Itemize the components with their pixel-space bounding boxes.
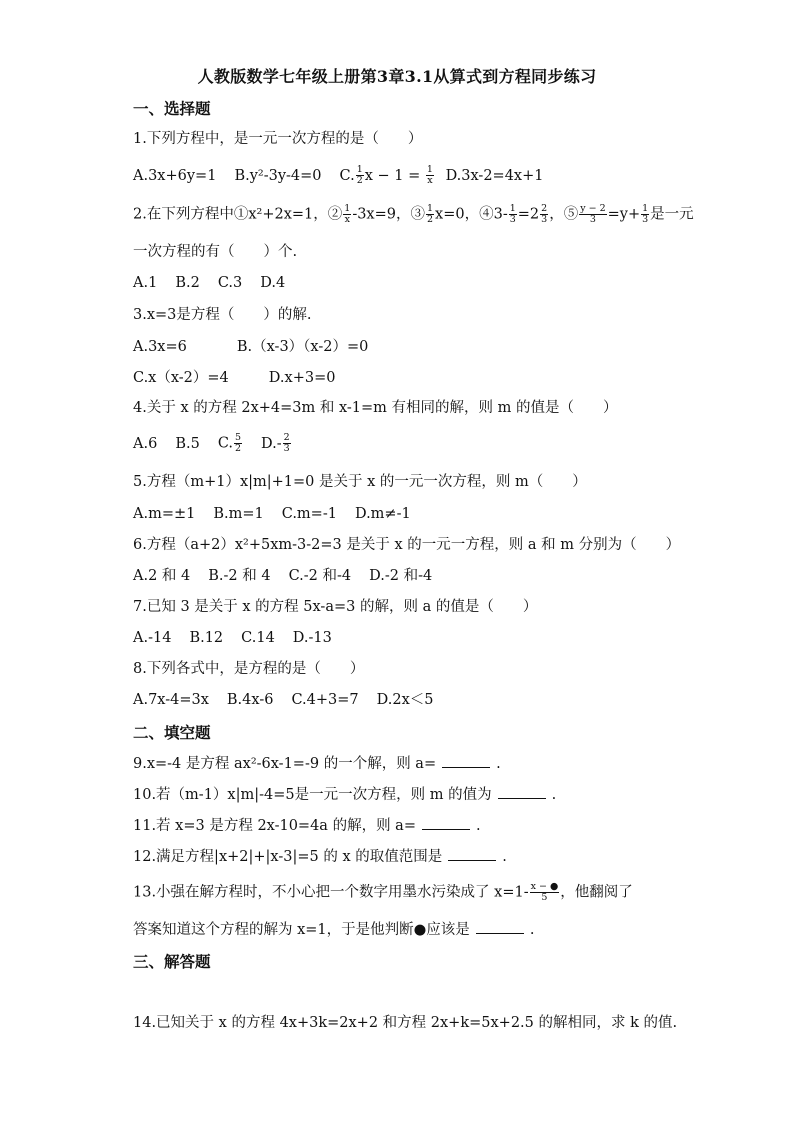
answer-blank [476,919,524,934]
q7-option-c: C.14 [241,630,275,646]
q8-option-b: B.4x-6 [226,692,274,708]
q2-option-a: A.1 [133,275,158,291]
question-2-line-1: 2.在下列方程中①x²+2x=1，② $\frac{1}{x}$ -3x=9，③ $\frac{1}{2}$ x=0，④3- $\frac{1}{3}$ =2 $\frac{2}{3}$ ，⑤ $\frac{y - 2}{3}$ =y+ $\frac{1}{3}$ 是一元 [133,203,694,225]
q8-option-c: C.4+3=7 [291,692,359,708]
answer-blank [448,846,496,861]
question-1-options [133,165,543,186]
q4-option-a: A.6 [133,435,158,452]
q6-option-a: A.2 和 4 [133,568,191,584]
q5-option-a: A.m=±1 [133,506,196,522]
q2-option-c: C.3 [217,275,243,291]
q6-option-b: B.-2 和 4 [208,568,271,584]
q7-option-d: D.-13 [292,630,332,646]
q1-option-b: B.y²-3y-4=0 [234,167,322,184]
q5-option-d: D.m≠-1 [354,506,411,522]
q8-option-d: D.2x＜5 [376,692,434,708]
q8-option-a: A.7x-4=3x [133,692,209,708]
question-5: 5.方程（m+1）x|m|+1=0 是关于 x 的一元一次方程，则 m（ ） [133,474,587,490]
question-6-options [133,566,450,586]
question-14: 14.已知关于 x 的方程 4x+3k=2x+2 和方程 2x+k=5x+2.5 的解相同，求 k 的值. [133,1015,678,1031]
q2-option-b: B.2 [175,275,200,291]
q6-option-c: C.-2 和-4 [288,568,352,584]
section-heading-solve: 三、解答题 [133,952,211,971]
question-3-options-cd [133,368,335,388]
question-8: 8.下列各式中，是方程的是（ ） [133,661,365,677]
q4-option-b: B.5 [175,435,200,452]
q1-option-d: D.3x-2=4x+1 [445,167,544,184]
q5-option-b: B.m=1 [213,506,264,522]
q1-option-c: C. $\frac{1}{2}$ x − 1 = $\frac{1}{x}$ [339,164,433,186]
q7-option-a: A.-14 [133,630,172,646]
question-5-options [133,504,429,524]
question-3: 3.x=3是方程（ ）的解. [133,307,312,323]
section-heading-choice: 一、选择题 [133,99,211,118]
q3-option-a: A.3x=6 [133,339,187,355]
q6-option-d: D.-2 和-4 [369,568,433,584]
answer-blank [442,753,490,768]
question-7-options [133,628,350,648]
q1-option-a: A.3x+6y=1 [133,167,217,184]
question-7: 7.已知 3 是关于 x 的方程 5x-a=3 的解，则 a 的值是（ ） [133,599,538,615]
question-1: 1.下列方程中，是一元一次方程的是（ ） [133,131,423,147]
answer-blank [422,815,470,830]
q3-option-b: B.（x-3）（x-2）=0 [236,339,369,355]
question-10: 10.若（m-1）x|m|-4=5是一元一次方程，则 m 的值为 . [133,784,556,805]
q3-option-d: D.x+3=0 [268,370,336,386]
question-12: 12.满足方程|x+2|+|x-3|=5 的 x 的取值范围是 . [133,846,507,867]
question-6: 6.方程（a+2）x²+5xm-3-2=3 是关于 x 的一元一方程，则 a 和 m 分别为（ ） [133,537,681,553]
question-13-line-1: 13.小强在解方程时，不小心把一个数字用墨水污染成了 x=1- $\frac{x - ●}{5}$ ，他翻阅了 [133,881,633,903]
question-4-options [133,433,292,454]
question-8-options [133,690,451,710]
section-heading-fill: 二、填空题 [133,723,211,742]
question-9: 9.x=-4 是方程 ax²-6x-1=-9 的一个解，则 a= . [133,753,501,774]
q2-option-d: D.4 [260,275,286,291]
q5-option-c: C.m=-1 [281,506,337,522]
q4-option-d: D.- $\frac{2}{3}$ [261,432,290,454]
q4-option-c: C. $\frac{5}{2}$ [217,432,242,454]
page-title: 人教版数学七年级上册第3章3.1从算式到方程同步练习 [197,67,597,86]
answer-blank [498,784,546,799]
question-13-line-2: 答案知道这个方程的解为 x=1，于是他判断●应该是 . [133,919,534,940]
question-11: 11.若 x=3 是方程 2x-10=4a 的解，则 a= . [133,815,481,836]
question-2-options [133,273,303,293]
q3-option-c: C.x（x-2）=4 [133,370,229,386]
q7-option-b: B.12 [189,630,224,646]
question-3-options-ab [133,337,368,357]
question-4: 4.关于 x 的方程 2x+4=3m 和 x-1=m 有相同的解，则 m 的值是（ ） [133,400,618,416]
question-2-line-2: 一次方程的有（ ）个. [133,244,298,260]
